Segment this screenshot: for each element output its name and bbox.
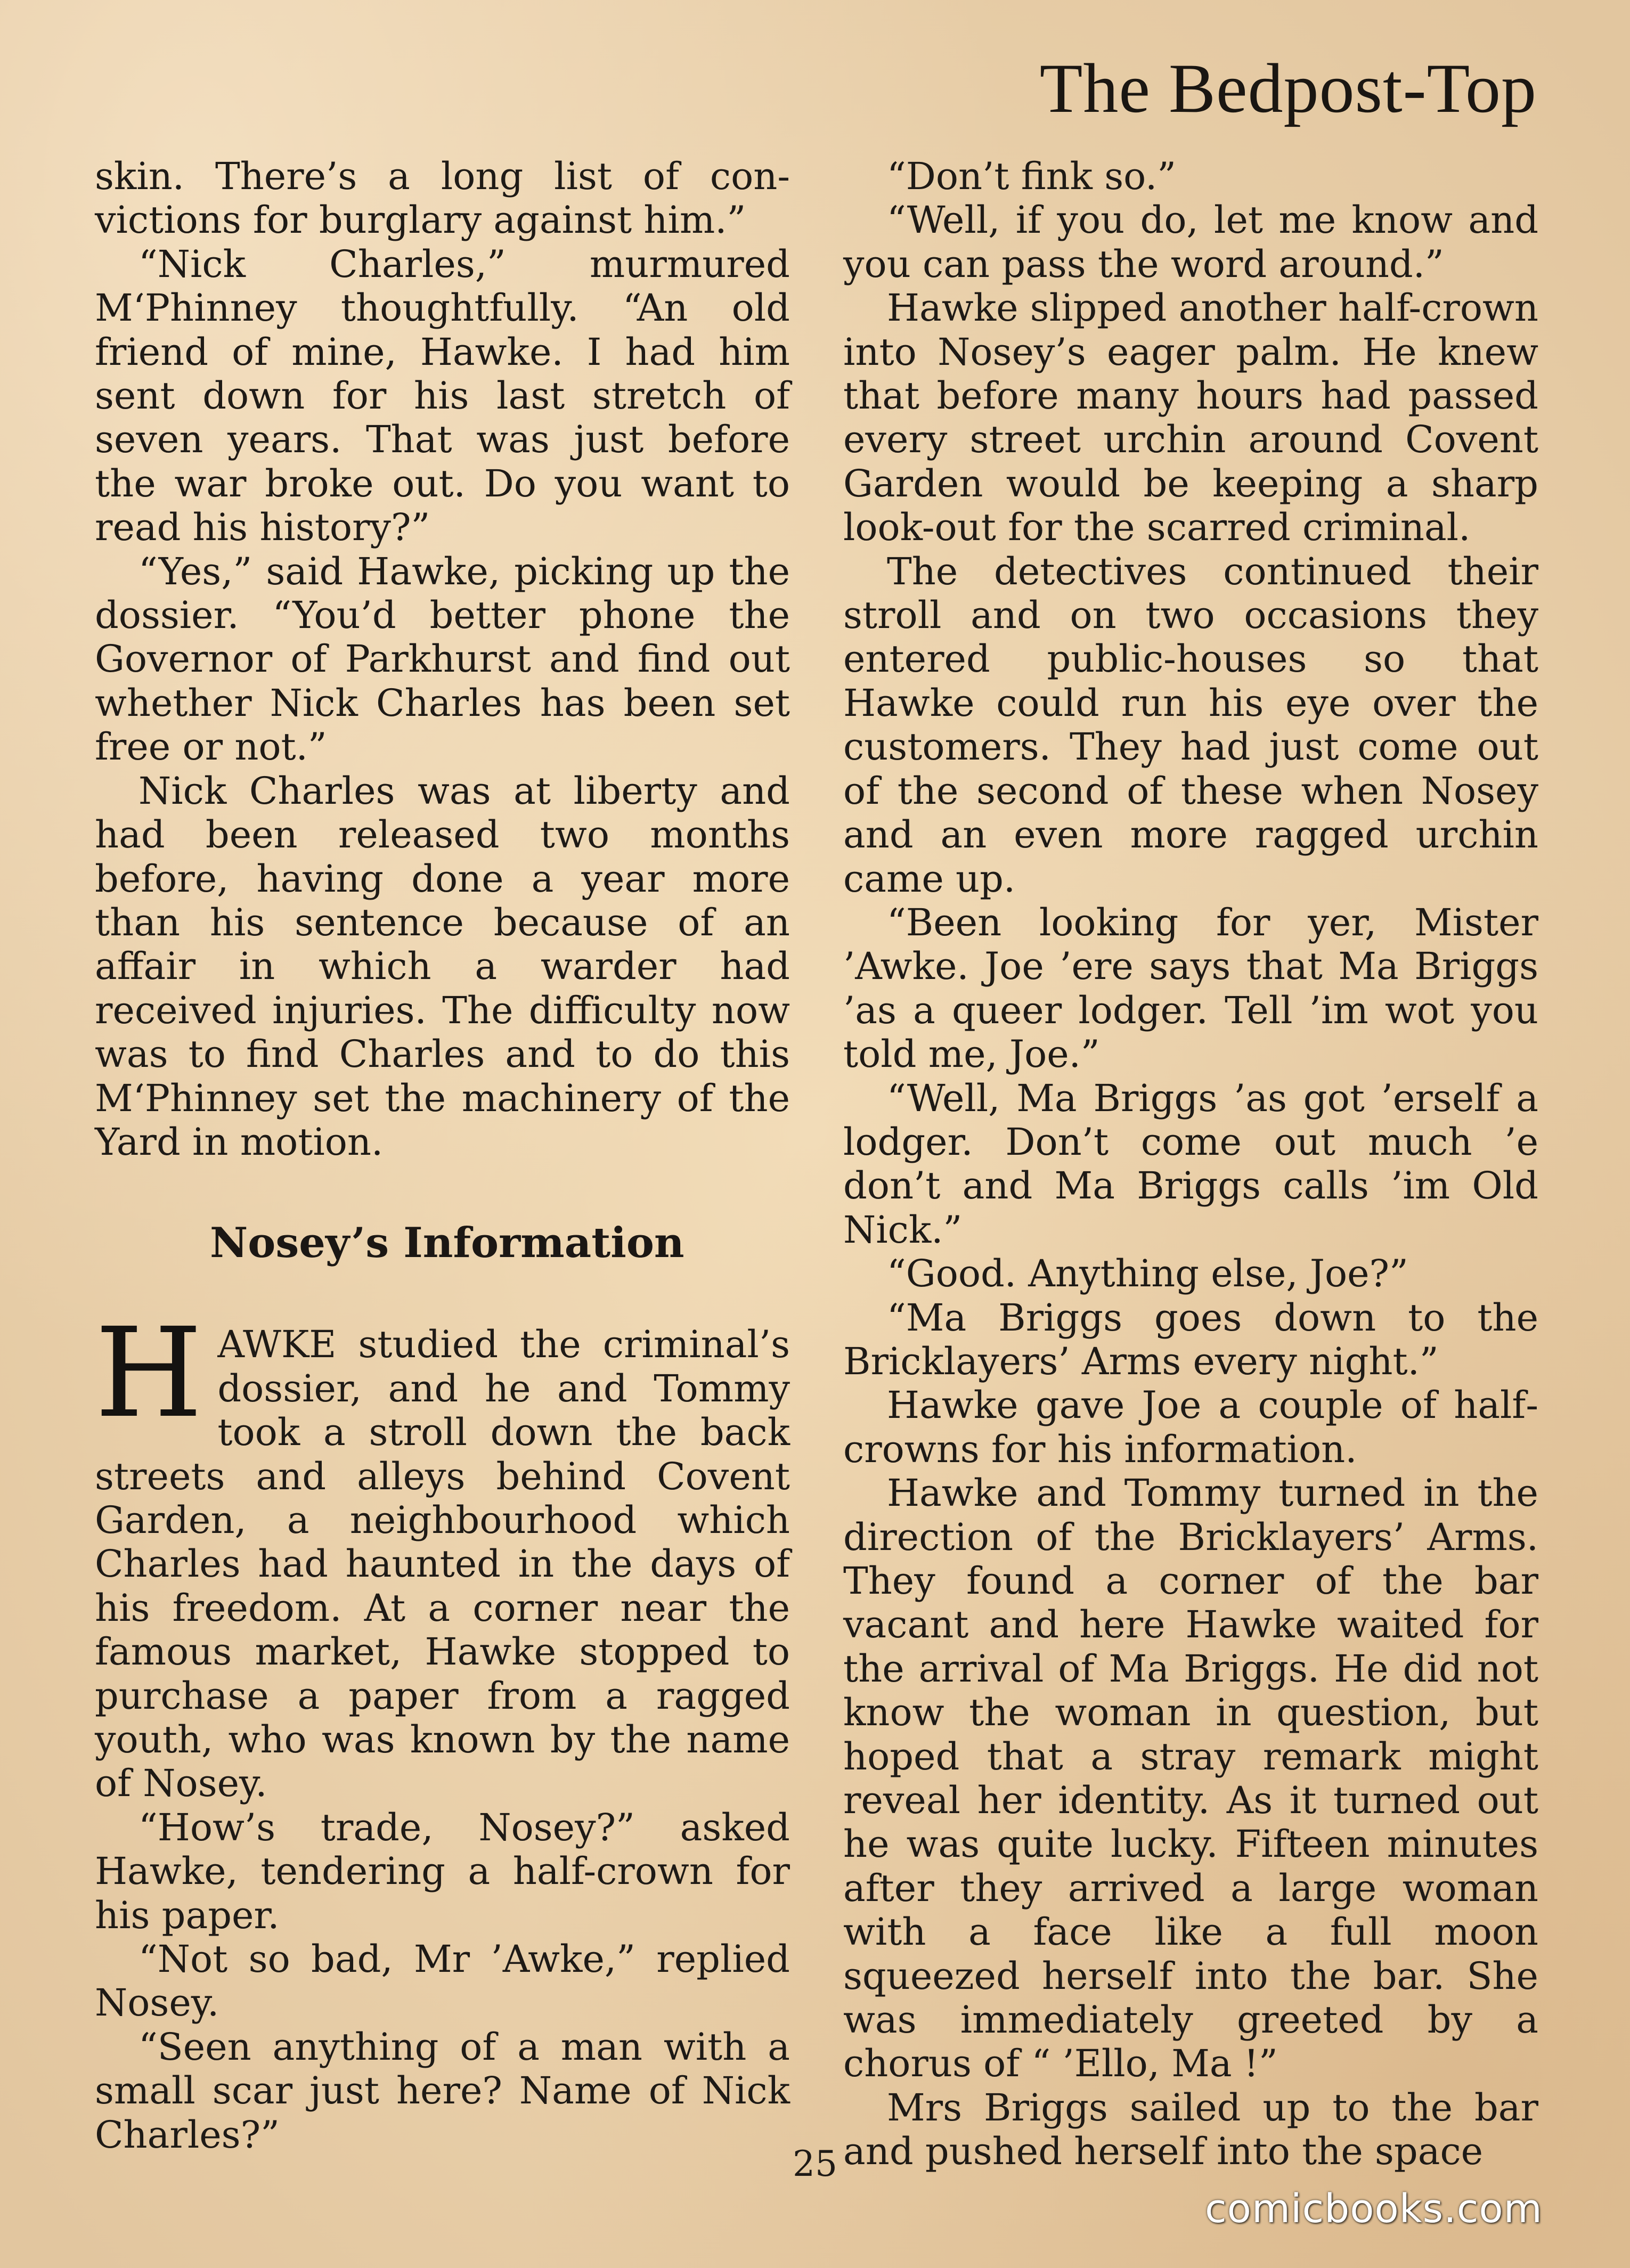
paragraph: The detectives continued their stroll and on two occasions they entered public-houses so that Hawke could run his eye over the customers. They had just come out of the second of these when Nosey and an even more ragged urchin came up. [843,549,1538,901]
paragraph: “Well, Ma Briggs ’as got ’erself a lodger. Don’t come out much ’e don’t and Ma Briggs calls ’im Old Nick.” [843,1076,1538,1252]
left-column [95,154,790,2157]
drop-cap: H [95,1301,203,1446]
paragraph: “How’s trade, Nosey?” asked Hawke, tendering a half-crown for his paper. [95,1805,790,1937]
paragraph: “Been looking for yer, Mister ’Awke. Joe ’ere says that Ma Briggs ’as a queer lodger. Tell ’im wot you told me, Joe.” [843,900,1538,1076]
paragraph: Hawke gave Joe a couple of halfcrowns for his information. [843,1383,1538,1471]
paragraph: “Well, if you do, let me know and you can pass the word around.” [843,198,1538,286]
opening-paragraph-text: AWKE studied the criminal’s dossier, and he and Tommy took a stroll down the back streets and alleys behind Covent Garden, a neighbourhood which Charles had haunted in the days of his freedom. At a corner near the famous market, Hawke stopped to purchase a paper from a ragged youth, who was known by the name of Nosey. [95,1323,790,1806]
paragraph: “Good. Anything else, Joe?” [887,1252,1408,1296]
right-column [843,154,1538,2174]
paragraph: Nick Charles was at liberty and had been released two months before, having done a year more than his sentence because of an affair in which a warder had received injuries. The difficulty now was to find Charles and to do this M‘Phinney set the machinery of the Yard in motion. [95,769,790,1164]
paragraph: skin. There’s a long list of convictions for burglary against him.” [95,154,790,242]
paragraph: “Nick Charles,” murmured M‘Phinney thoughtfully. “An old friend of mine, Hawke. I had him sent down for his last stretch of seven years. That was just before the war broke out. Do you want to read his history?” [95,242,790,550]
watermark: comicbooks.com [1205,2186,1543,2232]
paragraph: “Ma Briggs goes down to the Bricklayers’ Arms every night.” [843,1295,1538,1383]
paragraph: Mrs Briggs sailed up to the bar and pushed herself into the space [843,2085,1538,2174]
opening-paragraph [95,1301,790,1806]
paragraph: “Seen anything of a man with a small scar just here? Name of Nick Charles?” [95,2025,790,2157]
paragraph: Hawke and Tommy turned in the direction of the Bricklayers’ Arms. They found a corner of the bar vacant and here Hawke waited for the arrival of Ma Briggs. He did not know the woman in question, but hoped that a stray remark might reveal her identity. As it turned out he was quite lucky. Fifteen minutes after they arrived a large woman with a face like a full moon squeezed herself into the bar. She was immediately greeted by a chorus of “ ’Ello, Ma !” [843,1471,1538,2086]
running-title: The Bedpost-Top [1039,49,1537,127]
paragraph: “Don’t fink so.” [887,154,1177,198]
page-number: 25 [793,2143,837,2184]
paragraph: “Yes,” said Hawke, picking up the dossier. “You’d better phone the Governor of Parkhurst and find out whether Nick Charles has been set free or not.” [95,549,790,769]
paragraph: Hawke slipped another half-crown into Nosey’s eager palm. He knew that before many hours had passed every street urchin around Covent Garden would be keeping a sharp look-out for the scarred criminal. [843,286,1538,550]
section-heading: Nosey’s Information [210,1219,684,1268]
paragraph: “Not so bad, Mr ’Awke,” replied Nosey. [95,1937,790,2025]
